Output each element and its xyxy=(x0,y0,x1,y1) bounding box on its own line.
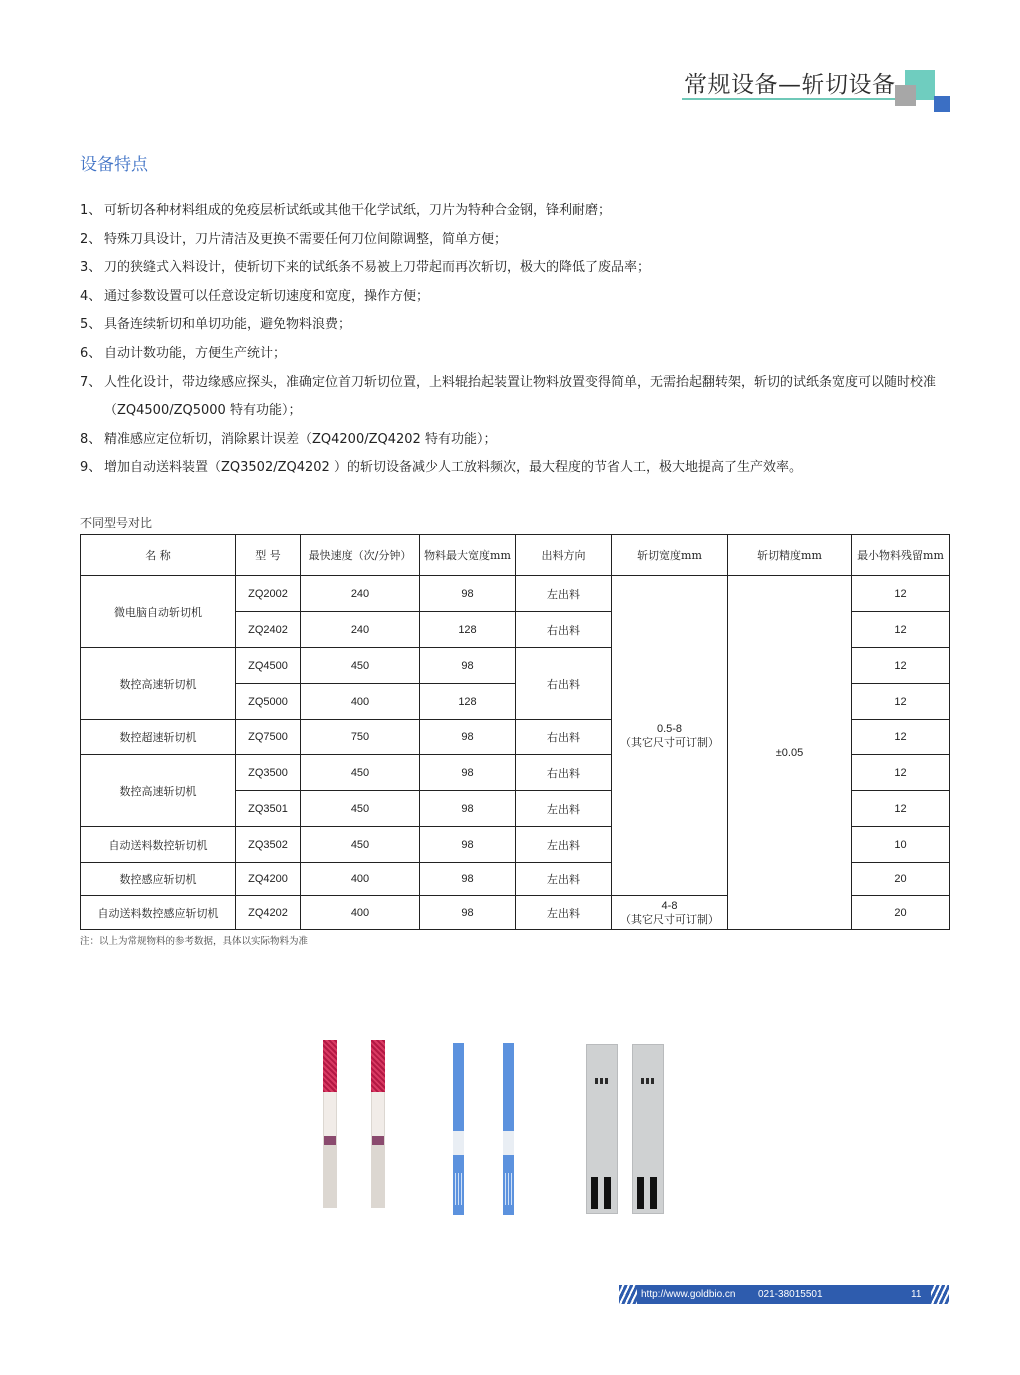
precision-cell: ±0.05 xyxy=(728,576,852,930)
speed-cell: 450 xyxy=(301,791,420,827)
feature-number: 6、 xyxy=(80,345,102,361)
model-cell: ZQ2402 xyxy=(236,612,301,648)
cut-width-cell: 0.5-8 （其它尺寸可订制） xyxy=(612,576,728,896)
feature-number: 9、 xyxy=(80,460,102,476)
electrode-test-strip xyxy=(586,1044,618,1214)
red-test-strip xyxy=(371,1040,385,1208)
header-cut-width: 斩切宽度mm xyxy=(612,535,728,576)
direction-cell: 左出料 xyxy=(516,576,612,612)
direction-cell: 左出料 xyxy=(516,896,612,930)
speed-cell: 750 xyxy=(301,720,420,755)
feature-text: 精准感应定位斩切，消除累计误差（ZQ4200/ZQ4202 特有功能）； xyxy=(104,431,497,447)
footer-url-link[interactable]: http://www.goldbio.cn xyxy=(641,1289,736,1300)
residue-cell: 12 xyxy=(852,720,950,755)
machine-name-cell: 自动送料数控感应斩切机 xyxy=(81,896,236,930)
residue-cell: 12 xyxy=(852,648,950,684)
feature-item xyxy=(80,226,960,255)
speed-cell: 450 xyxy=(301,648,420,684)
table-header-row xyxy=(81,535,950,576)
width-cell: 98 xyxy=(420,755,516,791)
direction-cell: 右出料 xyxy=(516,612,612,648)
header-precision: 斩切精度mm xyxy=(728,535,852,576)
feature-text: 增加自动送料装置（ZQ3502/ZQ4202 ）的斩切设备减少人工放料频次，最大程度的节省人工，极大地提高了生产效率。 xyxy=(104,460,802,476)
feature-text: 特殊刀具设计，刀片清洁及更换不需要任何刀位间隙调整，简单方便； xyxy=(104,231,508,247)
header-model: 型 号 xyxy=(236,535,301,576)
feature-number: 1、 xyxy=(80,203,102,218)
width-cell: 128 xyxy=(420,612,516,648)
header-speed: 最快速度（次/分钟） xyxy=(301,535,420,576)
blue-test-strip xyxy=(453,1043,464,1215)
feature-number: 3、 xyxy=(80,260,102,276)
residue-cell: 12 xyxy=(852,791,950,827)
section-title: 设备特点 xyxy=(80,155,148,175)
speed-cell: 450 xyxy=(301,755,420,791)
width-cell: 98 xyxy=(420,863,516,896)
feature-text: 刀的狭缝式入料设计，使斩切下来的试纸条不易被上刀带起而再次斩切，极大的降低了废品率； xyxy=(104,260,651,276)
speed-cell: 240 xyxy=(301,576,420,612)
width-cell: 98 xyxy=(420,791,516,827)
feature-number: 5、 xyxy=(80,317,102,333)
footer-stripes-left xyxy=(619,1285,639,1304)
feature-item xyxy=(80,369,960,426)
speed-cell: 400 xyxy=(301,684,420,720)
machine-name-cell: 数控高速斩切机 xyxy=(81,648,236,720)
feature-item xyxy=(80,254,960,283)
feature-list xyxy=(80,197,960,483)
residue-cell: 12 xyxy=(852,755,950,791)
direction-cell: 左出料 xyxy=(516,827,612,863)
feature-text: 自动计数功能，方便生产统计； xyxy=(104,345,287,361)
residue-cell: 20 xyxy=(852,896,950,930)
header-max-width: 物料最大宽度mm xyxy=(420,535,516,576)
residue-cell: 10 xyxy=(852,827,950,863)
model-cell: ZQ3500 xyxy=(236,755,301,791)
speed-cell: 400 xyxy=(301,896,420,930)
cut-width-cell: 4-8 （其它尺寸可订制） xyxy=(612,896,728,930)
feature-item xyxy=(80,340,960,369)
footer-phone: 021-38015501 xyxy=(758,1289,823,1300)
speed-cell: 240 xyxy=(301,612,420,648)
direction-cell: 右出料 xyxy=(516,720,612,755)
red-test-strip xyxy=(323,1040,337,1208)
width-cell: 98 xyxy=(420,576,516,612)
direction-cell: 左出料 xyxy=(516,791,612,827)
feature-item xyxy=(80,426,960,455)
machine-name-cell: 自动送料数控斩切机 xyxy=(81,827,236,863)
direction-cell: 右出料 xyxy=(516,648,612,720)
feature-number: 8、 xyxy=(80,431,102,447)
header-name: 名 称 xyxy=(81,535,236,576)
feature-item xyxy=(80,283,960,312)
width-cell: 128 xyxy=(420,684,516,720)
feature-item xyxy=(80,454,960,483)
machine-name-cell: 数控超速斩切机 xyxy=(81,720,236,755)
residue-cell: 12 xyxy=(852,612,950,648)
direction-cell: 左出料 xyxy=(516,863,612,896)
machine-name-cell: 微电脑自动斩切机 xyxy=(81,576,236,648)
width-cell: 98 xyxy=(420,896,516,930)
feature-number: 7、 xyxy=(80,374,102,390)
speed-cell: 400 xyxy=(301,863,420,896)
page-number: 11 xyxy=(911,1289,922,1300)
decor-square-gray xyxy=(895,85,916,106)
decor-square-blue xyxy=(934,96,950,112)
model-cell: ZQ5000 xyxy=(236,684,301,720)
machine-name-cell: 数控高速斩切机 xyxy=(81,755,236,827)
model-cell: ZQ3501 xyxy=(236,791,301,827)
feature-item xyxy=(80,311,960,340)
width-cell: 98 xyxy=(420,720,516,755)
width-cell: 98 xyxy=(420,648,516,684)
feature-number: 2、 xyxy=(80,231,102,247)
model-cell: ZQ4202 xyxy=(236,896,301,930)
feature-text: 具备连续斩切和单切功能，避免物料浪费； xyxy=(104,317,352,333)
model-cell: ZQ4200 xyxy=(236,863,301,896)
footer-content xyxy=(637,1285,931,1304)
residue-cell: 12 xyxy=(852,684,950,720)
footer-bar xyxy=(619,1285,949,1304)
machine-name-cell: 数控感应斩切机 xyxy=(81,863,236,896)
direction-cell: 右出料 xyxy=(516,755,612,791)
model-comparison-table xyxy=(80,534,950,930)
page-title: 常规设备—斩切设备 xyxy=(684,72,896,98)
speed-cell: 450 xyxy=(301,827,420,863)
model-cell: ZQ2002 xyxy=(236,576,301,612)
feature-number: 4、 xyxy=(80,288,102,304)
feature-text: 可斩切各种材料组成的免疫层析试纸或其他干化学试纸，刀片为特种合金钢，锋利耐磨； xyxy=(104,203,612,218)
feature-item xyxy=(80,197,960,226)
residue-cell: 12 xyxy=(852,576,950,612)
model-cell: ZQ4500 xyxy=(236,648,301,684)
residue-cell: 20 xyxy=(852,863,950,896)
model-cell: ZQ3502 xyxy=(236,827,301,863)
footer-stripes-right xyxy=(931,1285,949,1304)
test-strips-image xyxy=(315,1015,677,1250)
feature-text: 人性化设计，带边缘感应探头，准确定位首刀斩切位置，上料辊抬起装置让物料放置变得简单，无需抬起翻转架，斩切的试纸条宽度可以随时校准（ZQ4500/ZQ5000 特有功能）； xyxy=(104,374,937,419)
feature-text: 通过参数设置可以任意设定斩切速度和宽度，操作方便； xyxy=(104,288,430,304)
table-caption: 不同型号对比 xyxy=(80,516,153,530)
blue-test-strip xyxy=(503,1043,514,1215)
header-direction: 出料方向 xyxy=(516,535,612,576)
electrode-test-strip xyxy=(632,1044,664,1214)
title-underline xyxy=(682,98,918,100)
model-cell: ZQ7500 xyxy=(236,720,301,755)
header-residue: 最小物料残留mm xyxy=(852,535,950,576)
width-cell: 98 xyxy=(420,827,516,863)
table-row xyxy=(81,576,950,612)
table-note: 注：以上为常规物料的参考数据，具体以实际物料为准 xyxy=(80,936,309,947)
